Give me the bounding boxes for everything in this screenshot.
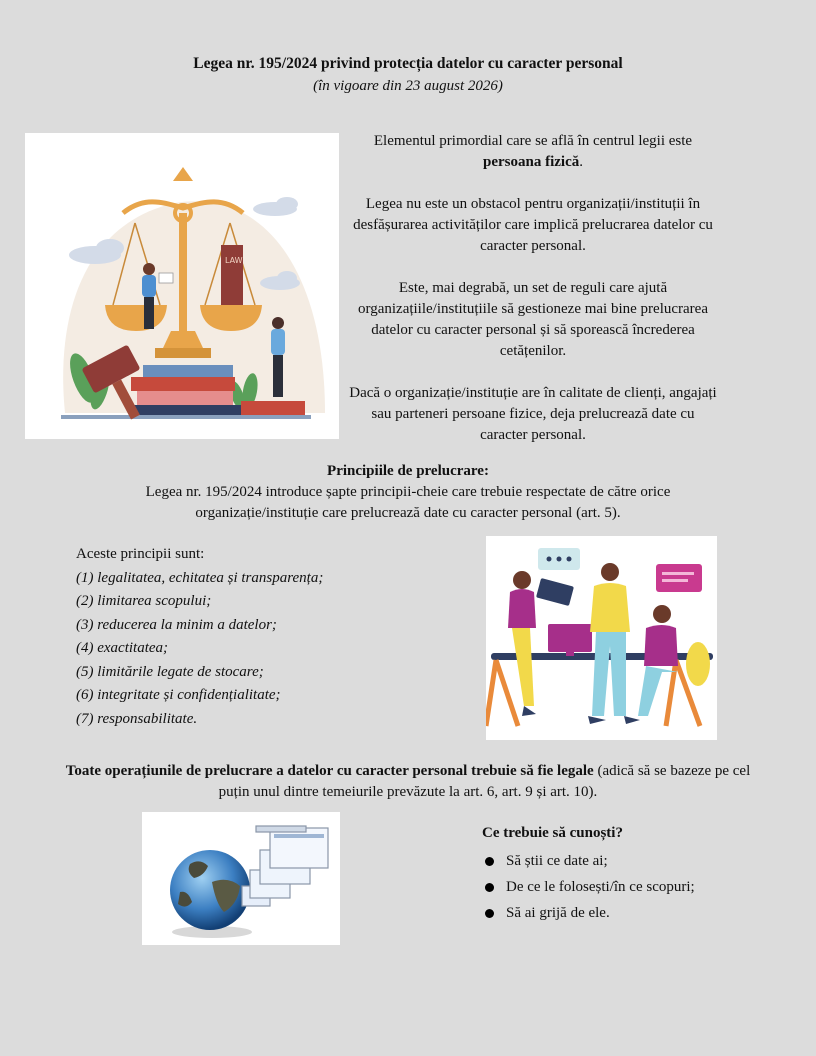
principle-item: (7) responsabilitate. xyxy=(76,710,198,727)
legal-note xyxy=(60,761,756,803)
intro-p1-bold: persoana fizică xyxy=(483,154,580,170)
principle-item: (5) limitările legate de stocare; xyxy=(76,663,264,680)
know-item-text: Să ai grijă de ele. xyxy=(506,904,610,921)
principle-item: (6) integritate și confidențialitate; xyxy=(76,687,281,703)
team-working-illustration xyxy=(486,536,717,740)
principle-item: (4) exactitatea; xyxy=(76,640,169,656)
principles-section xyxy=(0,461,816,524)
intro-paragraph-2: Legea nu este un obstacol pentru organizații/instituții în desfășurarea activităților care implică prelucrarea datelor cu caracter personal. xyxy=(353,196,713,254)
justice-scale-illustration xyxy=(25,133,339,439)
page-subtitle: (în vigoare din 23 august 2026) xyxy=(313,78,503,94)
globe-windows-illustration xyxy=(142,812,340,945)
know-section xyxy=(482,825,782,926)
page-title: Legea nr. 195/2024 privind protecția datelor cu caracter personal xyxy=(193,55,623,72)
principles-text: Legea nr. 195/2024 introduce șapte principii-cheie care trebuie respectate de către orice organizație/instituție care prelucrează date cu caracter personal (art. 5). xyxy=(145,484,671,521)
legal-note-bold: Toate operațiunile de prelucrare a datelor cu caracter personal trebuie să fie legale xyxy=(65,763,594,779)
intro-text xyxy=(346,131,720,467)
principle-item: (1) legalitatea, echitatea și transparența; xyxy=(76,569,324,586)
principles-heading: Principiile de prelucrare: xyxy=(327,463,489,479)
know-item-text: Să știi ce date ai; xyxy=(506,852,608,869)
principle-item: (3) reducerea la minim a datelor; xyxy=(76,616,277,633)
intro-p1-text: Elementul primordial care se află în centrul legii este xyxy=(373,133,693,149)
intro-p1-end: . xyxy=(579,154,583,170)
know-list xyxy=(482,848,782,926)
know-item xyxy=(482,874,782,900)
intro-paragraph-4: Dacă o organizație/instituție are în calitate de clienți, angajați sau parteneri persoane fizice, deja prelucrează date cu caracter personal. xyxy=(349,385,717,443)
know-item xyxy=(482,848,782,874)
know-item-text: De ce le folosești/în ce scopuri; xyxy=(506,878,695,895)
intro-paragraph-1 xyxy=(346,131,720,173)
principles-list-intro: Aceste principii sunt: xyxy=(76,546,205,562)
legal-note-rest: (adică să se bazeze pe cel puțin unul dintre temeiurile prevăzute la art. 6, art. 9 și art. 10). xyxy=(218,763,751,800)
know-item xyxy=(482,900,782,926)
know-heading: Ce trebuie să cunoști? xyxy=(482,825,623,841)
bullet-icon xyxy=(485,857,494,866)
principles-list xyxy=(76,567,476,732)
bullet-icon xyxy=(485,883,494,892)
principles-list-block xyxy=(76,543,476,731)
principle-item: (2) limitarea scopului; xyxy=(76,593,212,609)
bullet-icon xyxy=(485,909,494,918)
intro-paragraph-3: Este, mai degrabă, un set de reguli care ajută organizațiile/instituțiile să gestioneze mai bine prelucrarea datelor cu caracter personal și să sporească încrederea cetățenilor. xyxy=(357,280,708,359)
law-sign-text: LAW xyxy=(225,256,243,265)
